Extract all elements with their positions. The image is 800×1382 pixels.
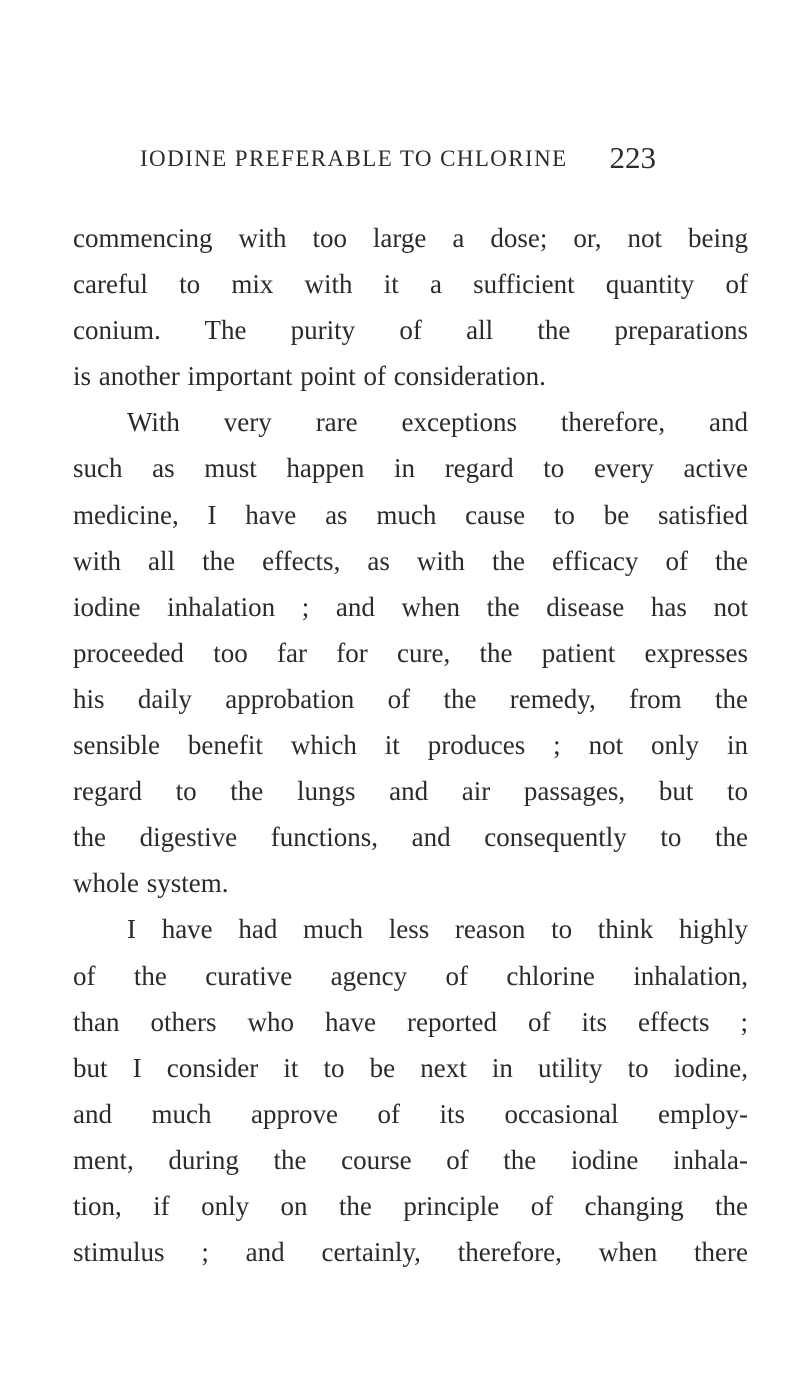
text-line: whole system. bbox=[73, 868, 229, 899]
text-line: is another important point of consideration. bbox=[73, 361, 546, 392]
running-head bbox=[140, 140, 656, 180]
text-line: of the curative agency of chlorine inhalation, bbox=[73, 960, 748, 991]
text-line: proceeded too far for cure, the patient expresses bbox=[73, 637, 748, 668]
text-line: iodine inhalation ; and when the disease has not bbox=[73, 591, 748, 622]
body-text bbox=[73, 215, 748, 1275]
text-line: ment, during the course of the iodine inhala- bbox=[73, 1144, 748, 1175]
text-line: commencing with too large a dose; or, not being bbox=[73, 223, 748, 253]
text-line: stimulus ; and certainly, therefore, when there bbox=[73, 1237, 748, 1268]
text-line: regard to the lungs and air passages, but to bbox=[73, 776, 748, 807]
running-title: IODINE PREFERABLE TO CHLORINE bbox=[140, 146, 568, 171]
text-line: conium. The purity of all the preparations bbox=[73, 315, 748, 346]
text-line: sensible benefit which it produces ; not only in bbox=[73, 730, 748, 761]
text-line: tion, if only on the principle of changing the bbox=[73, 1190, 748, 1221]
text-line: careful to mix with it a sufficient quantity of bbox=[73, 269, 748, 300]
text-line: medicine, I have as much cause to be satisfied bbox=[73, 499, 748, 530]
text-line: than others who have reported of its effects ; bbox=[73, 1006, 748, 1037]
text-line: With very rare exceptions therefore, and bbox=[127, 407, 748, 438]
text-line: his daily approbation of the remedy, from the bbox=[73, 683, 748, 714]
text-line: and much approve of its occasional employ- bbox=[73, 1098, 748, 1129]
page-number: 223 bbox=[609, 140, 656, 175]
text-line: but I consider it to be next in utility to iodine, bbox=[73, 1052, 748, 1083]
text-line: I have had much less reason to think highly bbox=[127, 914, 748, 945]
text-line: the digestive functions, and consequently to the bbox=[73, 822, 748, 853]
text-line: with all the effects, as with the efficacy of the bbox=[73, 545, 748, 576]
text-line: such as must happen in regard to every active bbox=[73, 453, 748, 484]
